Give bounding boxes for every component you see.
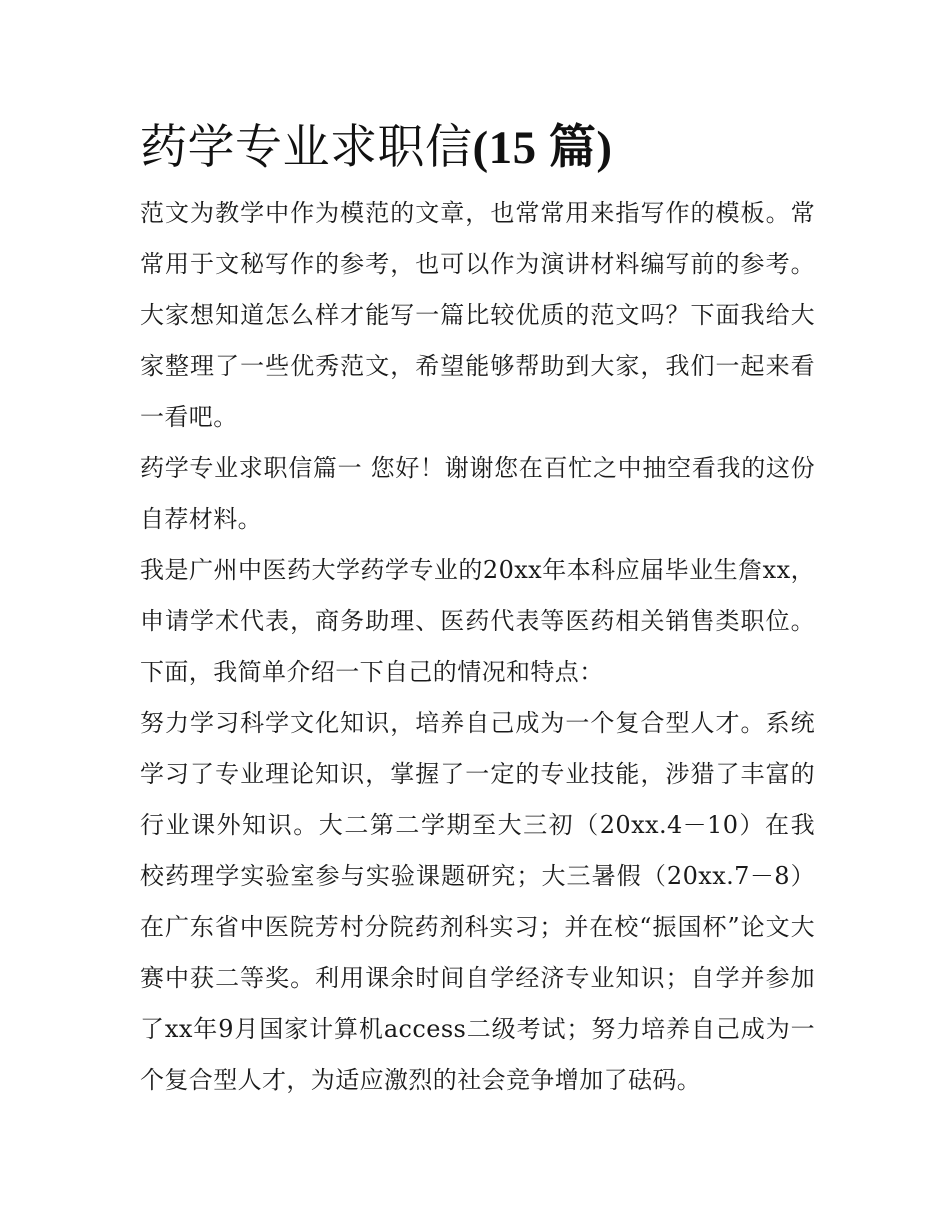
document-body xyxy=(140,112,815,1106)
letter-greeting-paragraph: 药学专业求职信篇一 您好！谢谢您在百忙之中抽空看我的这份自荐材料。 xyxy=(140,454,815,533)
title-count: (15 篇) xyxy=(472,122,613,174)
page-title xyxy=(140,112,815,184)
self-introduction-paragraph: 我是广州中医药大学药学专业的20xx年本科应届毕业生詹xx，申请学术代表，商务助理、医药代表等医药相关销售类职位。下面，我简单介绍一下自己的情况和特点： xyxy=(140,556,815,686)
title-main: 药学专业求职信 xyxy=(140,120,473,175)
intro-paragraph: 范文为教学中作为模范的文章，也常常用来指写作的模板。常常用于文秘写作的参考，也可以作为演讲材料编写前的参考。大家想知道怎么样才能写一篇比较优质的范文吗？下面我给大家整理了一些优秀范文，希望能够帮助到大家，我们一起来看一看吧。 xyxy=(140,199,815,431)
study-experience-paragraph: 努力学习科学文化知识，培养自己成为一个复合型人才。系统学习了专业理论知识，掌握了一定的专业技能，涉猎了丰富的行业课外知识。大二第二学期至大三初（20xx.4－10）在我校药理学实验室参与实验课题研究；大三暑假（20xx.7－8）在广东省中医院芳村分院药剂科实习；并在校“振国杯”论文大赛中获二等奖。利用课余时间自学经济专业知识；自学并参加了xx年9月国家计算机access二级考试；努力培养自己成为一个复合型人才，为适应激烈的社会竞争增加了砝码。 xyxy=(140,709,815,1094)
